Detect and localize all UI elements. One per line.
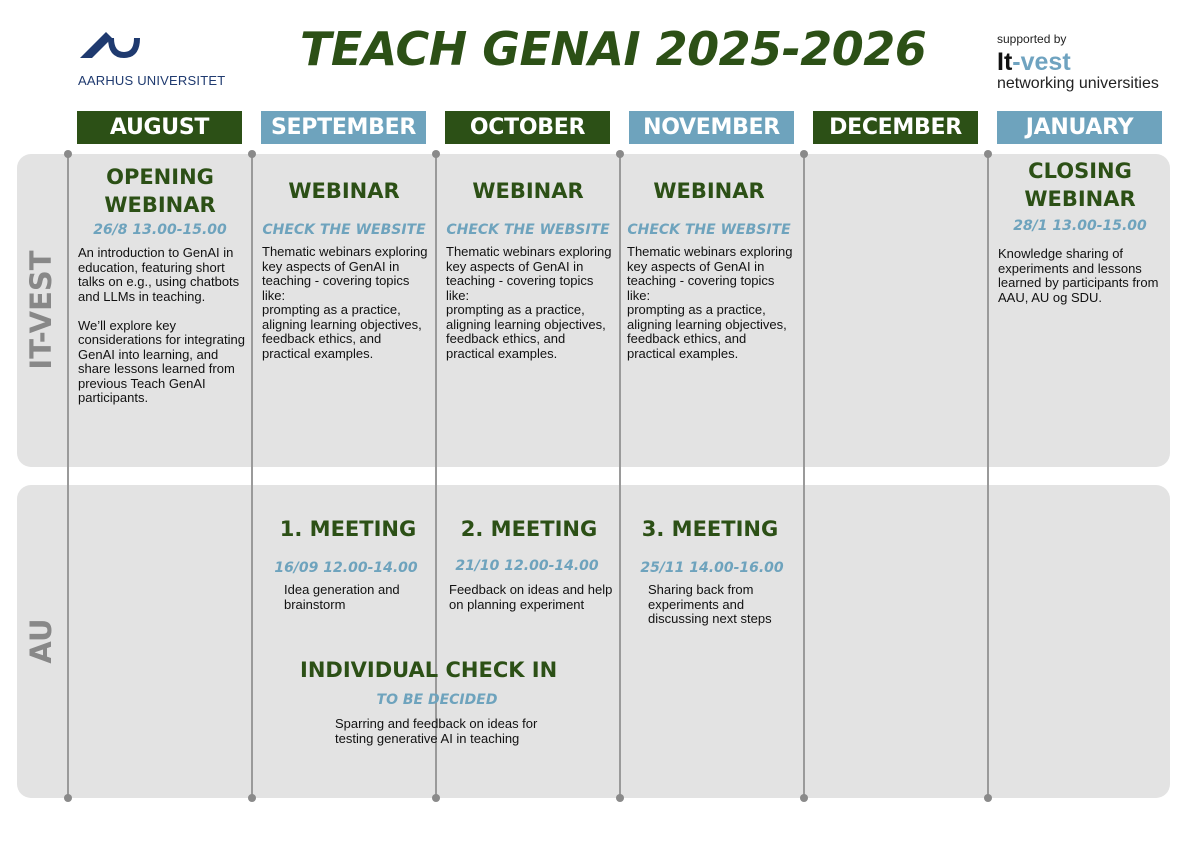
- event-date: CHECK THE WEBSITE: [262, 222, 426, 238]
- event-description: Feedback on ideas and help on planning experiment: [449, 582, 613, 612]
- event-description: Sharing back from experiments and discussing next steps: [648, 582, 772, 626]
- timeline-dot: [984, 794, 992, 802]
- event-date: CHECK THE WEBSITE: [627, 222, 791, 238]
- timeline-line: [619, 154, 621, 798]
- timeline-dot: [800, 794, 808, 802]
- event-date: 21/10 12.00-14.00: [455, 558, 599, 574]
- event-title: WEBINAR: [653, 179, 765, 203]
- event-date: 28/1 13.00-15.00: [1013, 218, 1147, 234]
- month-august: AUGUST: [77, 111, 242, 144]
- row-label-itvest: IT-VEST: [24, 250, 58, 370]
- event-description: Knowledge sharing of experiments and lessons learned by participants from AAU, AU og SDU.: [998, 246, 1159, 305]
- sponsor-brand-b: -vest: [1012, 48, 1071, 76]
- event-date: 16/09 12.00-14.00: [274, 560, 418, 576]
- event-title: OPENING WEBINAR: [104, 165, 216, 217]
- row-label-au: AU: [24, 618, 58, 664]
- sponsor-brand-a: It: [997, 48, 1013, 76]
- event-date: 26/8 13.00-15.00: [93, 222, 227, 238]
- event-description: Idea generation and brainstorm: [284, 582, 400, 612]
- itvest-logo: [997, 48, 1187, 76]
- event-date: CHECK THE WEBSITE: [446, 222, 610, 238]
- month-november: NOVEMBER: [629, 111, 794, 144]
- event-title: 1. MEETING: [279, 517, 417, 541]
- event-title: INDIVIDUAL CHECK IN: [300, 658, 558, 682]
- event-description: Thematic webinars exploring key aspects of GenAI in teaching - covering topics like: prompting as a practice, aligning learning objectives, feedback ethics, and practical examples.: [262, 244, 428, 361]
- event-description: Thematic webinars exploring key aspects of GenAI in teaching - covering topics like: prompting as a practice, aligning learning objectives, feedback ethics, and practical examples.: [446, 244, 612, 361]
- timeline-dot: [800, 150, 808, 158]
- month-september: SEPTEMBER: [261, 111, 426, 144]
- aarhus-wave-icon: [78, 28, 142, 62]
- event-title: 2. MEETING: [460, 517, 598, 541]
- event-title: 3. MEETING: [641, 517, 779, 541]
- event-title: WEBINAR: [472, 179, 584, 203]
- logo-text: AARHUS UNIVERSITET: [78, 73, 226, 88]
- event-date: 25/11 14.00-16.00: [640, 560, 784, 576]
- timeline-dot: [616, 794, 624, 802]
- aarhus-university-logo: [78, 28, 228, 90]
- event-description: Sparring and feedback on ideas for testing generative AI in teaching: [335, 716, 538, 746]
- sponsor-label: supported by: [997, 32, 1067, 46]
- timeline-dot: [64, 794, 72, 802]
- timeline-dot: [432, 794, 440, 802]
- sponsor-block: [997, 32, 1187, 93]
- timeline-line: [803, 154, 805, 798]
- event-title: WEBINAR: [288, 179, 400, 203]
- timeline-line: [67, 154, 69, 798]
- timeline-dot: [64, 150, 72, 158]
- event-description: An introduction to GenAI in education, featuring short talks on e.g., using chatbots and LLMs in teaching. We’ll explore key considerations for integrating GenAI into learning, and share lessons learned from previous Teach GenAI participants.: [78, 245, 245, 405]
- event-date: TO BE DECIDED: [376, 692, 498, 708]
- timeline-dot: [616, 150, 624, 158]
- month-october: OCTOBER: [445, 111, 610, 144]
- timeline-line: [987, 154, 989, 798]
- month-december: DECEMBER: [813, 111, 978, 144]
- timeline-dot: [248, 150, 256, 158]
- timeline-dot: [432, 150, 440, 158]
- event-description: Thematic webinars exploring key aspects of GenAI in teaching - covering topics like: prompting as a practice, aligning learning objectives, feedback ethics, and practical examples.: [627, 244, 793, 361]
- page-title: TEACH GENAI 2025-2026: [300, 22, 927, 76]
- event-title: CLOSING WEBINAR: [1024, 159, 1136, 211]
- timeline-dot: [248, 794, 256, 802]
- month-january: JANUARY: [997, 111, 1162, 144]
- timeline-line: [251, 154, 253, 798]
- sponsor-tagline: networking universities: [997, 75, 1159, 92]
